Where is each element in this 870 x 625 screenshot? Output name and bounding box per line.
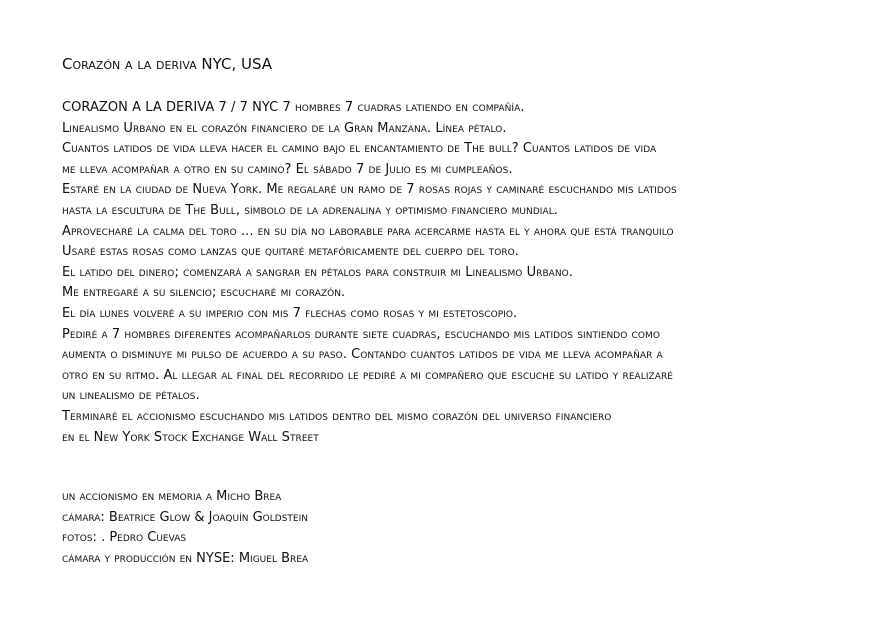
body-line: Aprovecharé la calma del toro ... en su día no laborable para acercarme hasta el y ahora que está tranquilo (62, 223, 674, 239)
body-line: aumenta o disminuye mi pulso de acuerdo a su paso. Contando cuantos latidos de vida me lleva acompañar a (62, 347, 663, 363)
body-line: Usaré estas rosas como lanzas que quitaré metafóricamente del cuerpo del toro. (62, 244, 519, 260)
page-title: Corazón a la deriva NYC, USA (62, 55, 273, 73)
body-line: hasta la escultura de The Bull, símbolo de la adrenalina y optimismo financiero mundial. (62, 202, 558, 218)
body-line: me lleva acompañar a otro en su camino? El sábado 7 de Julio es mi cumpleaños. (62, 161, 513, 177)
body-line: un linealismo de pétalos. (62, 388, 200, 404)
body-line: CORAZON A LA DERIVA 7 / 7 NYC 7 hombres 7 cuadras latiendo en compañía. (62, 100, 525, 115)
body-line: El latido del dinero; comenzará a sangrar en pétalos para construir mi Linealismo Urbano. (62, 264, 573, 280)
credit-photos: fotos: . Pedro Cuevas (62, 530, 187, 546)
body-line: Me entregaré a su silencio; escucharé mi corazón. (62, 285, 346, 301)
body-line: Estaré en la ciudad de Nueva York. Me regalaré un ramo de 7 rosas rojas y caminaré escuchando mis latidos (62, 182, 677, 198)
credit-camera: cámara: Beatrice Glow & Joaquín Goldstein (62, 509, 308, 525)
body-line: otro en su ritmo. Al llegar al final del recorrido le pediré a mi compañero que escuche su latido y realizaré (62, 367, 673, 383)
body-line: Terminaré el accionismo escuchando mis latidos dentro del mismo corazón del universo financiero (62, 408, 612, 424)
credit-dedication: un accionismo en memoria a Micho Brea (62, 489, 282, 504)
body-line: Pediré a 7 hombres diferentes acompañarlos durante siete cuadras, escuchando mis latidos sintiendo como (62, 326, 660, 342)
body-line: Linealismo Urbano en el corazón financiero de la Gran Manzana. Línea pétalo. (62, 120, 507, 136)
credits (62, 487, 762, 569)
body-line: en el New York Stock Exchange Wall Street (62, 429, 319, 445)
body-text (62, 98, 852, 448)
document-page (62, 0, 852, 625)
body-line: El día lunes volveré a su imperio con mis 7 flechas como rosas y mi estetoscopio. (62, 305, 518, 321)
credit-production: cámara y producción en NYSE: Miguel Brea (62, 550, 309, 566)
body-line: Cuantos latidos de vida lleva hacer el camino bajo el encantamiento de The bull? Cuantos latidos de vida (62, 141, 657, 157)
